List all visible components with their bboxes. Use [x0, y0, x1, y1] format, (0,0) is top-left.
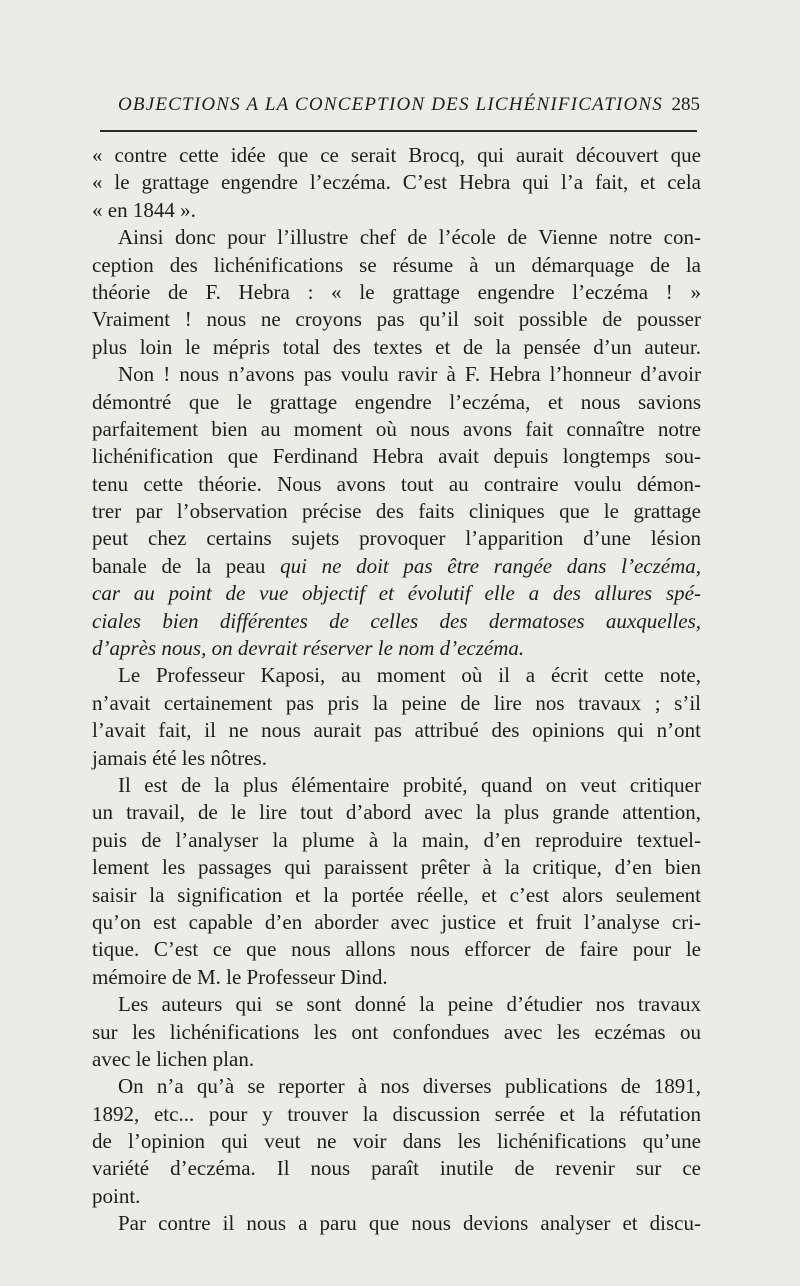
text-line: Vraiment ! nous ne croyons pas qu’il soit possible de pousser	[92, 307, 701, 332]
text-line: tique. C’est ce que nous allons nous efforcer de faire pour le	[92, 937, 701, 962]
body-text	[92, 142, 701, 1238]
text-line: « en 1844 ».	[92, 197, 196, 222]
italic-line: d’après nous, on devrait réserver le nom d’eczéma.	[92, 636, 525, 661]
text-line: avec le lichen plan.	[92, 1046, 255, 1071]
text-line: point.	[92, 1183, 141, 1208]
text-line: sur les lichénifications les ont confondues avec les eczémas ou	[92, 1019, 701, 1044]
text-line: démontré que le grattage engendre l’eczéma, et nous savions	[92, 389, 701, 414]
text-line-mixed	[92, 553, 701, 580]
text-line: Il est de la plus élémentaire probité, quand on veut critiquer	[118, 772, 701, 797]
italic-line: ciales bien différentes de celles des dermatoses auxquelles,	[92, 608, 701, 633]
text-line: trer par l’observation précise des faits cliniques que le grattage	[92, 499, 701, 524]
header-rule	[100, 130, 697, 132]
italic-line: car au point de vue objectif et évolutif elle a des allures spé-	[92, 581, 701, 606]
text-line: qu’on est capable d’en aborder avec justice et fruit l’analyse cri-	[92, 909, 701, 934]
text-line: Les auteurs qui se sont donné la peine d’étudier nos travaux	[118, 992, 701, 1017]
running-header	[100, 90, 700, 120]
text-line: variété d’eczéma. Il nous paraît inutile de revenir sur ce	[92, 1156, 701, 1181]
text-line: peut chez certains sujets provoquer l’apparition d’une lésion	[92, 526, 701, 551]
text-line: un travail, de le lire tout d’abord avec la plus grande attention,	[92, 800, 701, 825]
text-line: tenu cette théorie. Nous avons tout au contraire voulu démon-	[92, 471, 701, 496]
text-line: mémoire de M. le Professeur Dind.	[92, 964, 388, 989]
text-line: lichénification que Ferdinand Hebra avait depuis longtemps sou-	[92, 444, 701, 469]
running-title: OBJECTIONS A LA CONCEPTION DES LICHÉNIFICATIONS	[118, 94, 663, 115]
text-line: parfaitement bien au moment où nous avons fait connaître notre	[92, 416, 701, 441]
text-line: plus loin le mépris total des textes et de la pensée d’un auteur.	[92, 334, 701, 359]
text-line: jamais été les nôtres.	[92, 745, 267, 770]
text-line: Ainsi donc pour l’illustre chef de l’école de Vienne notre con-	[118, 225, 701, 250]
text-line: théorie de F. Hebra : « le grattage engendre l’eczéma ! »	[92, 279, 701, 304]
text-line: n’avait certainement pas pris la peine de lire nos travaux ; s’il	[92, 690, 701, 715]
text-line: Non ! nous n’avons pas voulu ravir à F. Hebra l’honneur d’avoir	[118, 362, 701, 387]
text-line: « le grattage engendre l’eczéma. C’est Hebra qui l’a fait, et cela	[92, 170, 701, 195]
text-line: lement les passages qui paraissent prêter à la critique, d’en bien	[92, 855, 701, 880]
text-segment: banale de la peau	[92, 553, 266, 578]
text-line: Le Professeur Kaposi, au moment où il a écrit cette note,	[118, 663, 701, 688]
italic-segment: qui ne doit pas être rangée dans l’eczéma,	[280, 553, 701, 578]
text-line: puis de l’analyser la plume à la main, d’en reproduire textuel-	[92, 827, 701, 852]
page-number: 285	[671, 94, 700, 115]
text-line: l’avait fait, il ne nous aurait pas attribué des opinions qui n’ont	[92, 718, 701, 743]
text-line: On n’a qu’à se reporter à nos diverses publications de 1891,	[118, 1074, 701, 1099]
text-line: 1892, etc... pour y trouver la discussion serrée et la réfutation	[92, 1101, 701, 1126]
text-line: de l’opinion qui veut ne voir dans les lichénifications qu’une	[92, 1129, 701, 1154]
text-line: « contre cette idée que ce serait Brocq, qui aurait découvert que	[92, 143, 701, 167]
text-line: saisir la signification et la portée réelle, et c’est alors seulement	[92, 882, 701, 907]
text-line: ception des lichénifications se résume à un démarquage de la	[92, 252, 701, 277]
text-line: Par contre il nous a paru que nous devions analyser et discu-	[118, 1211, 701, 1236]
